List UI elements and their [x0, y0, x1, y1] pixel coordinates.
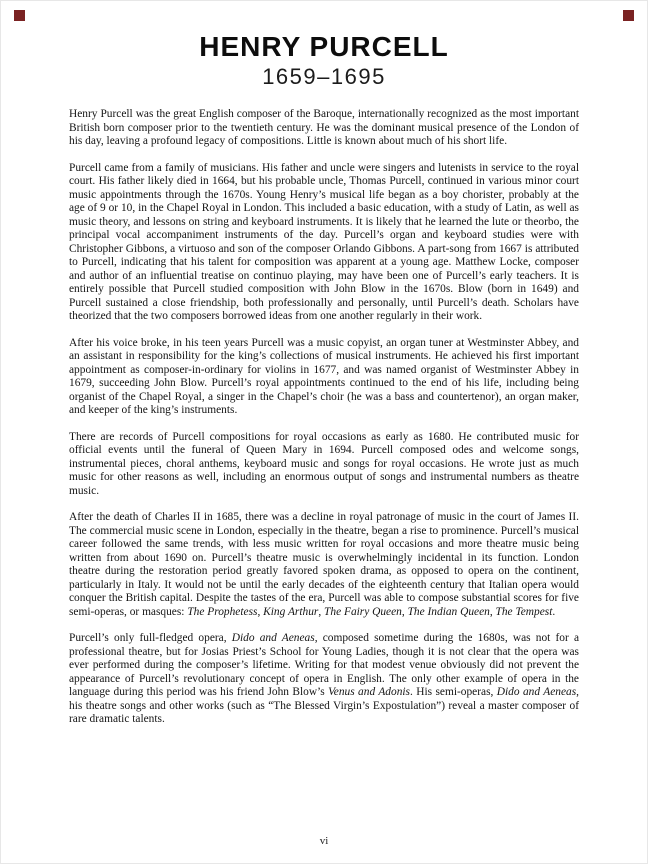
paragraph	[69, 162, 579, 324]
paragraph-text: There are records of Purcell compositions for royal occasions as early as 1680. He contributed music for official events until the funeral of Queen Mary in 1694. Purcell composed odes and welcome songs, instrumental pieces, choral anthems, keyboard music and songs for royal occasions. He wrote just as much music for other reasons as well, including an enormous output of songs and instrumental numbers as theatre music.	[69, 430, 579, 497]
work-title-text: Venus and Adonis	[328, 686, 410, 699]
corner-marker-right	[623, 10, 634, 21]
work-title-text: The Tempest	[495, 605, 553, 618]
page-footer	[1, 835, 647, 847]
paragraph-text: Purcell’s only full-fledged opera,	[69, 632, 232, 645]
work-title-text: Dido and Aeneas	[231, 632, 315, 645]
paragraph-text: , composed sometime during the 1680s, was not for a professional theatre, but for Josias Priest’s School for Young Ladies, though it is not clear that the opera was ever performed during the composer’s lifetime. Writing for that modest venue obviously did not prevent the appearance of Purcell’s revolutionary concept of opera in English. The only other example of opera in the language during this period was his friend John Blow’s	[69, 632, 580, 699]
paragraph-text: After his voice broke, in his teen years Purcell was a music copyist, an organ tuner at Westminster Abbey, and an assistant in responsibility for the king’s collections of musical instruments. He achieved his first important appointment as composer-in-ordinary for violins in 1677, and was named organist of Westminster Abbey in 1679, succeeding John Blow. Purcell’s royal appointments continued to the end of his life, including being organist of the Chapel Royal, a singer in the Chapel’s choir (he was a bass and countertenor), an organ maker, and keeper of the king’s instruments.	[69, 336, 579, 417]
work-title-text: King Arthur	[263, 605, 319, 618]
page-number: vi	[319, 835, 329, 847]
work-title-text: Dido and Aeneas	[496, 686, 577, 699]
paragraph	[69, 431, 579, 499]
body-paragraphs	[69, 108, 579, 727]
paragraph-text: ,	[489, 605, 496, 618]
page-title: HENRY PURCELL	[199, 31, 449, 62]
page-subtitle: 1659–1695	[262, 64, 386, 90]
paragraph	[69, 108, 579, 149]
paragraph-text: ,	[401, 605, 408, 618]
paragraph-text: .	[552, 605, 556, 618]
work-title-text: The Indian Queen	[407, 605, 490, 618]
paragraph-text: , his theatre songs and other works (such as “The Blessed Virgin’s Expostulation”) reveal a master composer of rare dramatic talents.	[69, 686, 580, 726]
paragraph-text: Henry Purcell was the great English composer of the Baroque, internationally recognized as the most important British born composer prior to the twentieth century. He was the dominant musical presence of the London of his day, leaving a profound legacy of compositions. Little is known about much of his short life.	[69, 108, 579, 148]
page-header	[1, 1, 647, 90]
paragraph-text: ,	[318, 605, 325, 618]
paragraph-text: ,	[257, 605, 264, 618]
paragraph-text: After the death of Charles II in 1685, there was a decline in royal patronage of music in the court of James II. The commercial music scene in London, especially in the theatre, began a rise to prominence. Purcell’s musical career followed the same trends, with less music written for royal occasions and more theatre music being written from about 1690 on. Purcell’s theatre music is overwhelmingly incidental in its function. London theatre during the restoration period greatly favored spoken drama, as opposed to opera on the continent, particularly in Italy. It would not be until the early decades of the eighteenth century that Italian opera would conquer the British capital. Despite the tastes of the era, Purcell was able to compose substantial scores for five semi-operas, or masques:	[69, 511, 579, 618]
work-title-text: The Fairy Queen	[324, 605, 402, 618]
paragraph-text: . His semi-operas,	[410, 686, 497, 699]
paragraph	[69, 632, 579, 727]
corner-marker-left	[14, 10, 25, 21]
paragraph-text: Purcell came from a family of musicians. His father and uncle were singers and lutenists in service to the royal court. His father likely died in 1664, but his probable uncle, Thomas Purcell, continued in various minor court music appointments through the 1670s. Young Henry’s musical life began as a boy chorister, probably at the age of 9 or 10, in the Chapel Royal in London. This included a basic education, with a study of Latin, as well as music theory, and lessons on string and keyboard instruments. It is likely that he learned the lute or theorbo, the principal vocal accompaniment instruments of the day. Purcell’s organ and keyboard studies were with Christopher Gibbons, a virtuoso and son of the composer Orlando Gibbons. A part-song from 1667 is attributed to Purcell, indicating that his talent for composition was apparent at a young age. Matthew Locke, composer and author of an influential treatise on continuo playing, may have been one of Purcell’s early teachers. It is entirely possible that Purcell studied composition with John Blow in the 1670s. Blow (born in 1649) and Purcell sustained a close friendship, both professionally and personally, until Purcell’s death. Scholars have theorized that the two composers borrowed ideas from one another regularly in their work.	[69, 161, 579, 323]
work-title-text: The Prophetess	[187, 605, 258, 618]
paragraph	[69, 511, 579, 619]
paragraph	[69, 337, 579, 418]
